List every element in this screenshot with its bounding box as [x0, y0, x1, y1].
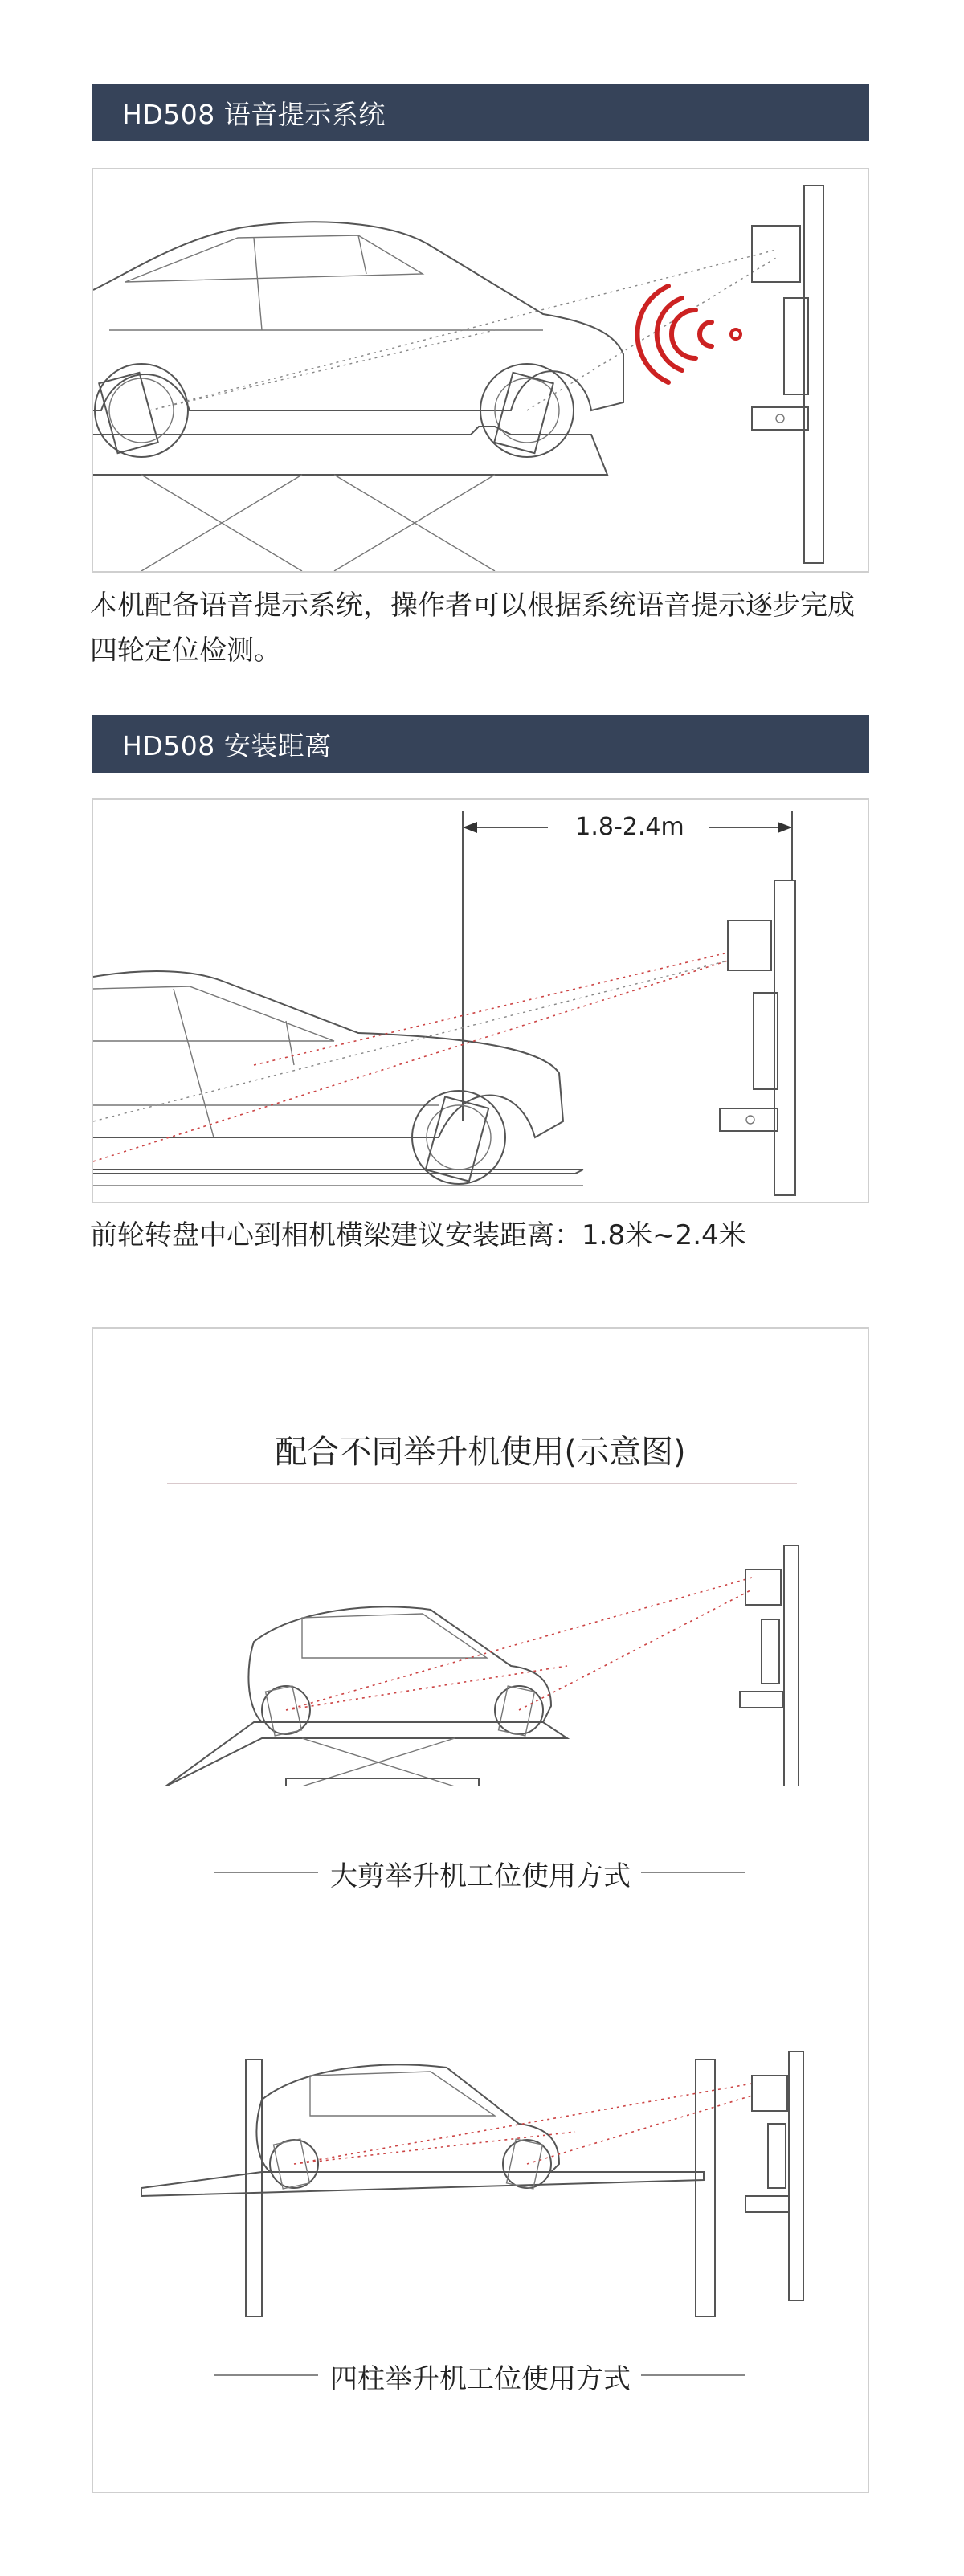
title-divider: [167, 1483, 797, 1484]
post-right: [696, 2060, 715, 2317]
installation-distance-illustration: [92, 798, 869, 1203]
distance-label: 1.8-2.4m: [575, 813, 684, 841]
distance-caption: 前轮转盘中心到相机横梁建议安装距离：1.8米~2.4米: [90, 1219, 746, 1251]
section-header-distance-text: HD508 安装距离: [122, 729, 332, 761]
camera-head: [752, 226, 800, 282]
voice-caption-line2: 四轮定位检测。: [90, 635, 281, 667]
camera-tower: [804, 186, 823, 563]
four-post-lift-caption: 四柱举升机工位使用方式: [330, 2363, 631, 2395]
section-header-voice: [92, 84, 869, 141]
four-post-platform: [141, 2172, 704, 2196]
cabinet: [752, 407, 808, 430]
four-post-lift-illustration: [141, 2051, 816, 2317]
section-header-distance: [92, 715, 869, 773]
post-left: [246, 2060, 262, 2317]
car-body-3: [248, 1606, 551, 1722]
cabinet-2: [720, 1108, 778, 1131]
section-header-voice-text: HD508 语音提示系统: [122, 98, 386, 130]
scissor-lift-caption: 大剪举升机工位使用方式: [330, 1860, 631, 1892]
car-body-4: [256, 2064, 559, 2172]
camera-head-2: [728, 921, 771, 970]
lift-compatibility-title: 配合不同举升机使用(示意图): [275, 1434, 686, 1471]
lift-platform: [93, 427, 607, 475]
scissor-lift-illustration: [165, 1545, 808, 1786]
sound-wave-icon: [637, 286, 712, 382]
voice-caption: [90, 583, 855, 673]
car-body-2: [93, 971, 563, 1137]
voice-system-illustration: [92, 168, 869, 573]
lift-compatibility-box: [92, 1327, 869, 2493]
voice-caption-line1: 本机配备语音提示系统，操作者可以根据系统语音提示逐步完成: [90, 590, 855, 622]
car-body: [93, 222, 623, 410]
